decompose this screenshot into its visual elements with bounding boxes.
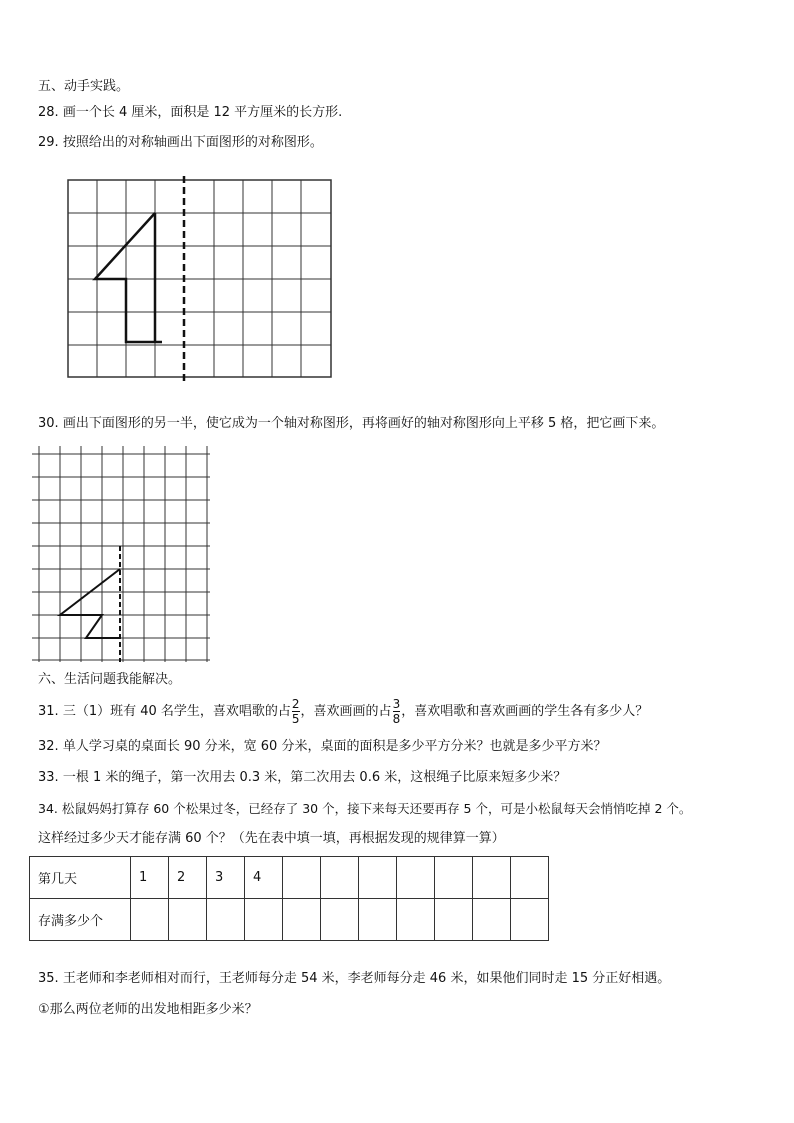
given-half-shape [60,569,120,638]
day-cell[interactable] [511,857,549,899]
given-shape [95,213,162,342]
question-text: 单人学习桌的桌面长 90 分米，宽 60 分米，桌面的面积是多少平方分米？也就是多少平方米？ [62,739,607,754]
question-29 [38,134,323,152]
question-34-continued: 这样经过多少天才能存满 60 个？（先在表中填一填，再根据发现的规律算一算） [38,831,505,846]
fraction-numerator: 2 [291,697,300,711]
day-cell[interactable] [397,857,435,899]
day-cell[interactable] [473,857,511,899]
question-35 [38,970,670,988]
table-row-stored [30,899,549,941]
question-number: 32. [38,739,59,754]
question-32 [38,738,606,756]
day-cell: 1 [131,857,169,899]
answer-cell[interactable] [511,899,549,941]
day-cell: 4 [245,857,283,899]
day-cell[interactable] [283,857,321,899]
question-text: 松鼠妈妈打算存 60 个松果过冬，已经存了 30 个，接下来每天还要再存 5 个，可是小松鼠每天会悄悄吃掉 2 个。 [61,801,692,816]
fraction-three-eighths [393,698,401,725]
question-34 [38,800,691,818]
question-33 [38,769,566,787]
question-35-sub-1: ①那么两位老师的出发地相距多少米？ [38,1002,258,1017]
question-number: 33. [38,770,59,785]
day-cell: 3 [207,857,245,899]
answer-cell[interactable] [245,899,283,941]
section-5-title: 五、动手实践。 [38,79,130,94]
answer-cell[interactable] [397,899,435,941]
question-30 [38,415,664,433]
q34-fill-table [29,856,549,941]
day-cell[interactable] [435,857,473,899]
answer-cell[interactable] [473,899,511,941]
question-text-part3: ，喜欢唱歌和喜欢画画的学生各有多少人？ [401,704,649,719]
answer-cell[interactable] [283,899,321,941]
question-text-part2: ，喜欢画画的占 [300,704,392,719]
answer-cell[interactable] [169,899,207,941]
day-cell: 2 [169,857,207,899]
fraction-two-fifths [292,698,300,725]
question-text: 画一个长 4 厘米，面积是 12 平方厘米的长方形. [62,105,343,120]
fraction-denominator: 5 [291,712,300,726]
row-header-stored: 存满多少个 [30,899,131,941]
answer-cell[interactable] [359,899,397,941]
fraction-denominator: 8 [392,712,401,726]
table-row-days [30,857,549,899]
answer-cell[interactable] [131,899,169,941]
question-text: 画出下面图形的另一半，使它成为一个轴对称图形，再将画好的轴对称图形向上平移 5 格，把它画下来。 [62,416,665,431]
answer-cell[interactable] [435,899,473,941]
question-number: 34. [38,801,58,816]
question-text-part1: 三（1）班有 40 名学生，喜欢唱歌的占 [62,704,291,719]
question-number: 35. [38,971,59,986]
question-number: 31. [38,704,59,719]
question-text: 按照给出的对称轴画出下面图形的对称图形。 [62,135,323,150]
answer-cell[interactable] [207,899,245,941]
fraction-numerator: 3 [392,697,401,711]
q30-grid-figure [30,444,220,666]
question-text: 王老师和李老师相对而行，王老师每分走 54 米，李老师每分走 46 米，如果他们同时走 15 分正好相遇。 [62,971,671,986]
q29-grid-figure [60,172,350,392]
section-6-title: 六、生活问题我能解决。 [38,672,182,687]
question-text: 一根 1 米的绳子，第一次用去 0.3 米，第二次用去 0.6 米，这根绳子比原来短多少米？ [62,770,567,785]
question-number: 28. [38,105,59,120]
answer-cell[interactable] [321,899,359,941]
row-header-day: 第几天 [30,857,131,899]
question-number: 29. [38,135,59,150]
question-31 [38,698,648,725]
question-28 [38,104,342,122]
day-cell[interactable] [359,857,397,899]
question-number: 30. [38,416,59,431]
day-cell[interactable] [321,857,359,899]
